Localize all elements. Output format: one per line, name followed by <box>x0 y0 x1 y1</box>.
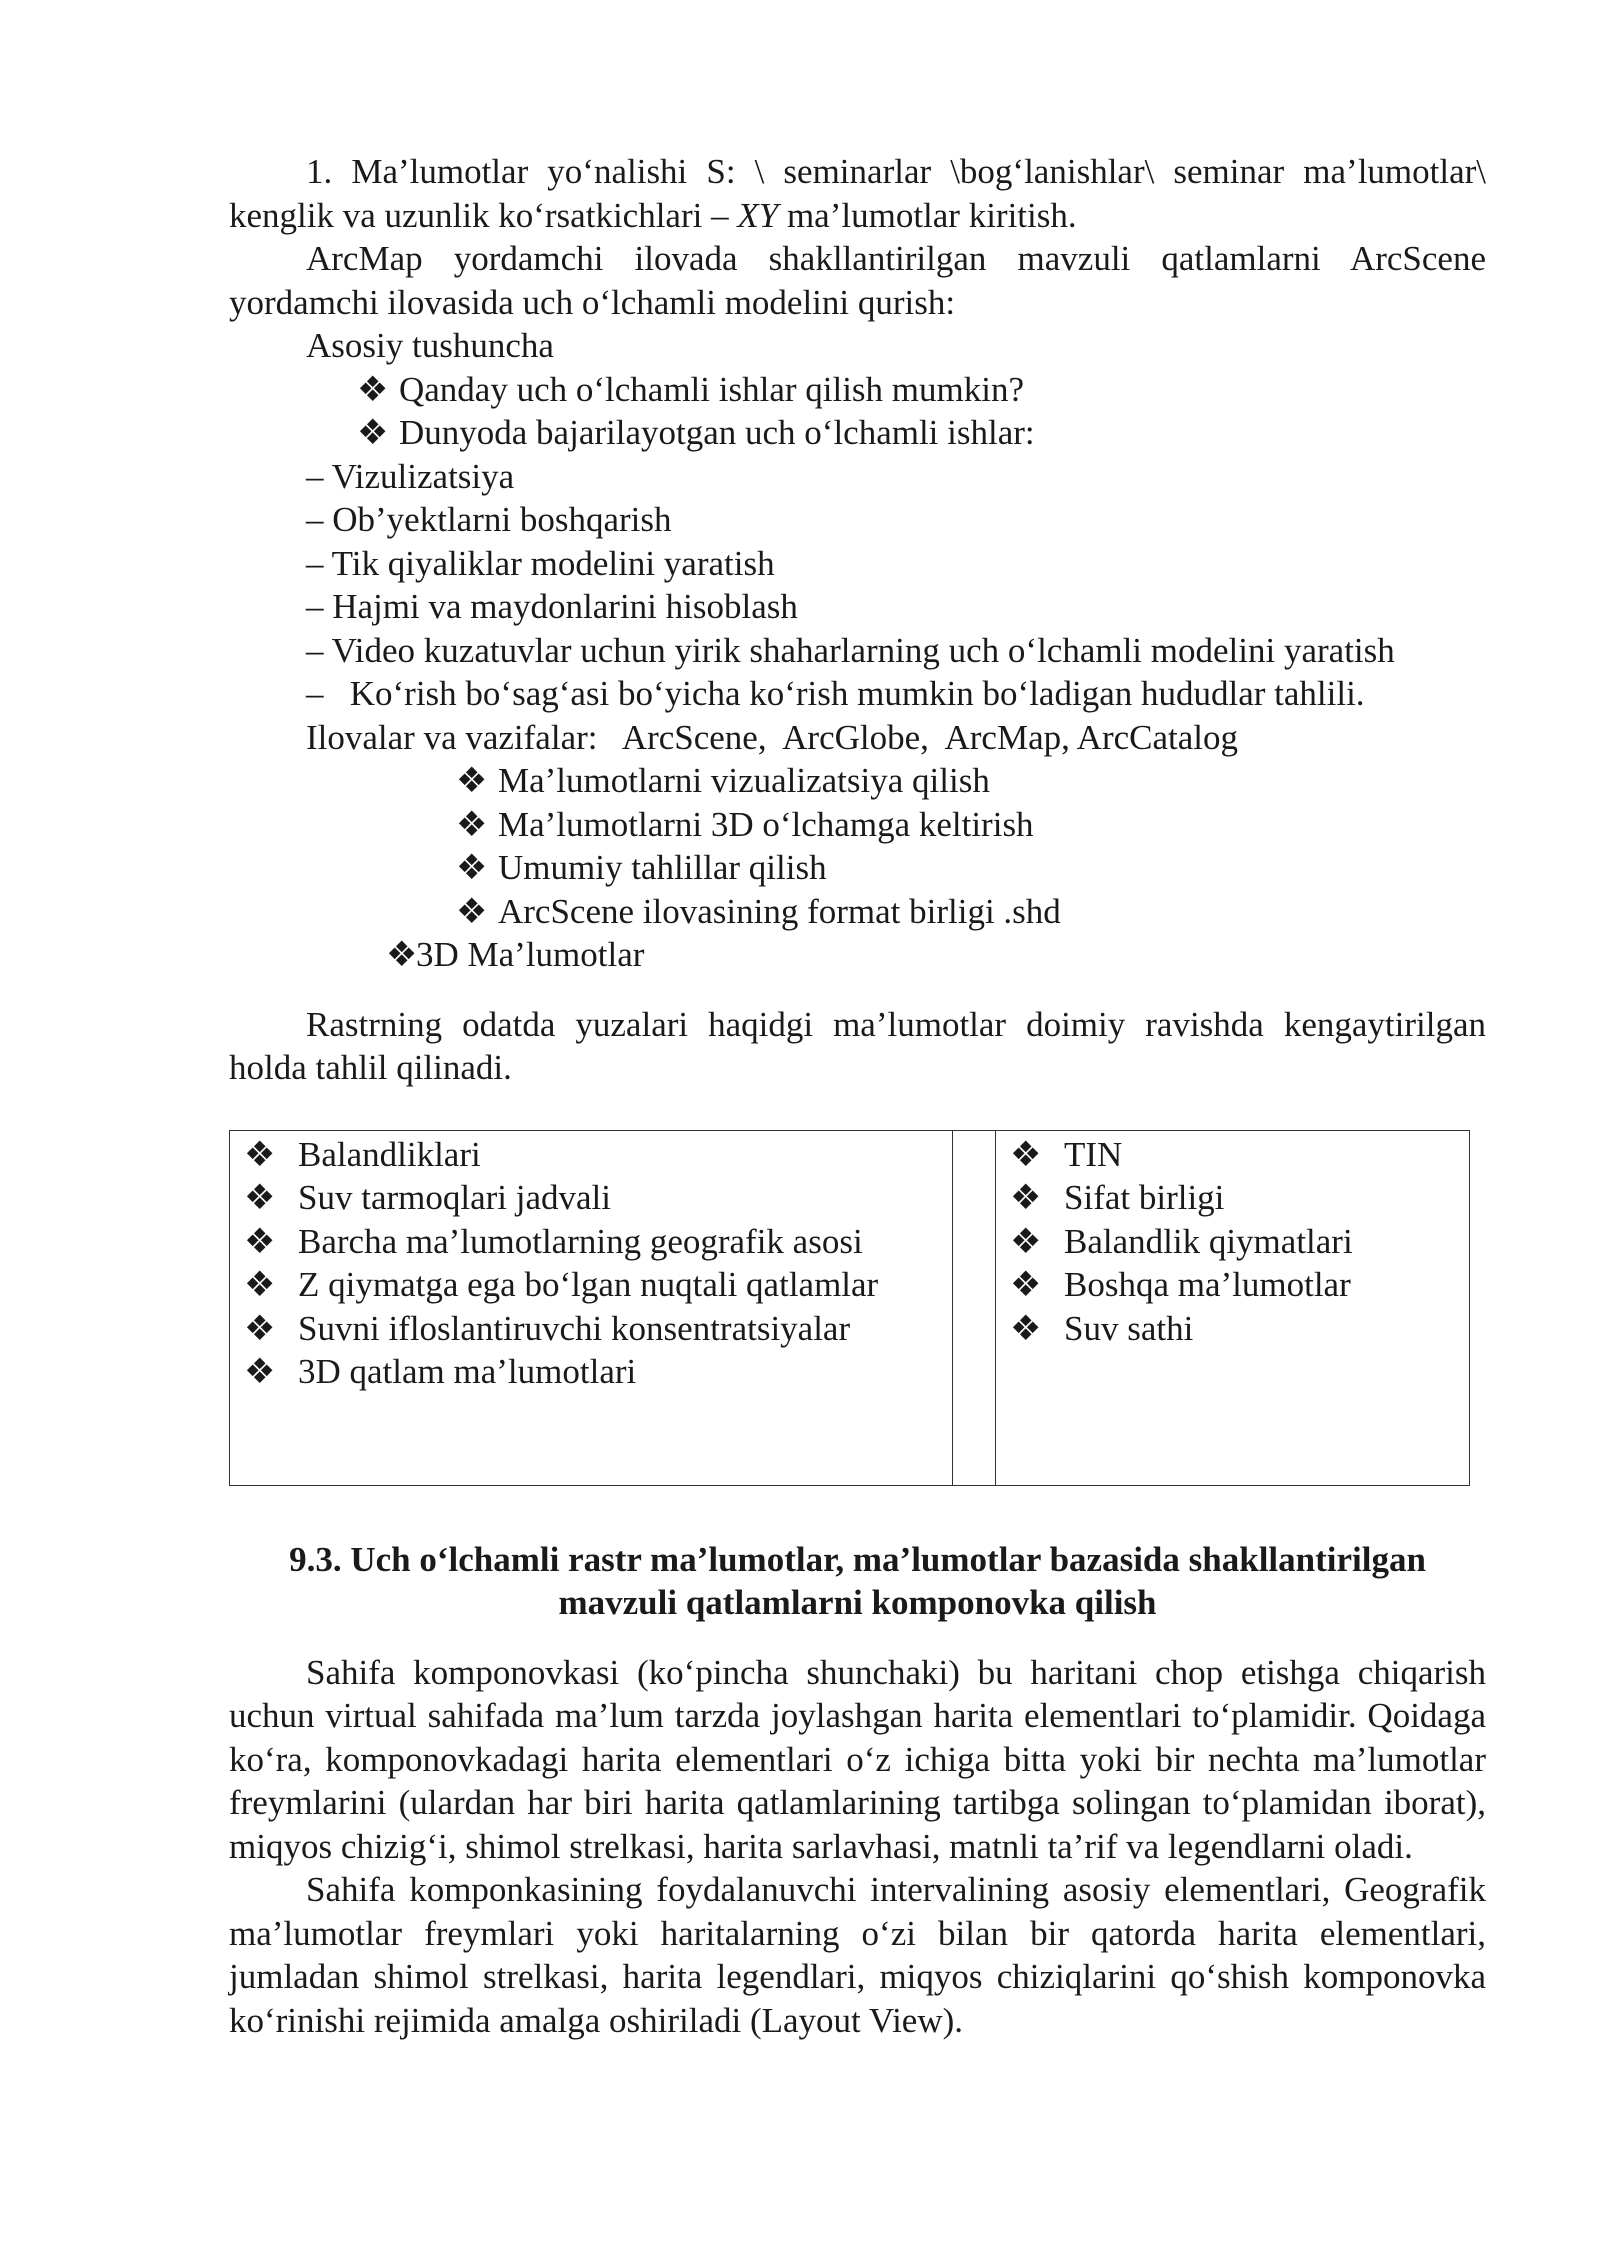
list-item-text: Suv sathi <box>1064 1308 1194 1348</box>
dash-item: – Video kuzatuvlar uchun yirik shaharlarning uch o‘lchamli modelini yaratish <box>306 630 1395 670</box>
dash-item: – Ko‘rish bo‘sag‘asi bo‘yicha ko‘rish mumkin bo‘ladigan hududlar tahlili. <box>306 674 1365 713</box>
diamond-bullet-icon: ❖ <box>456 848 488 887</box>
diamond-bullet-icon: ❖ <box>1010 1178 1042 1217</box>
diamond-bullet-icon: ❖ <box>456 761 488 800</box>
diamond-bullet-icon: ❖ <box>357 413 389 452</box>
task-item <box>229 759 1486 803</box>
list-item <box>1010 1263 1469 1307</box>
list-item <box>1010 1176 1469 1220</box>
table-middle-cell <box>953 1130 996 1485</box>
list-item-text: Balandlik qiymatlari <box>1064 1221 1353 1261</box>
task-text: Ma’lumotlarni 3D o‘lchamga keltirish <box>498 804 1034 844</box>
apps-line: Ilovalar va vazifalar: ArcScene, ArcGlobe, ArcMap, ArcCatalog <box>306 717 1238 757</box>
xy-term: XY <box>737 195 779 235</box>
diamond-bullet-icon: ❖ <box>1010 1308 1042 1348</box>
list-item <box>244 1263 952 1307</box>
list-item-text: 3D qatlam ma’lumotlari <box>298 1352 637 1391</box>
list-item-text: Sifat birligi <box>1064 1178 1225 1217</box>
table-row <box>230 1130 1470 1485</box>
dash-item: – Tik qiyaliklar modelini yaratish <box>306 543 775 583</box>
spacer <box>229 977 1486 1003</box>
section-paragraph-1: Sahifa komponovkasi (ko‘pincha shunchaki) bu haritani chop etishga chiqarish uchun virtual sahifada ma’lum tarzda joylashgan harita elementlari to‘plamidir. Qoidaga ko‘ra, komponovkadagi harita elementlari o‘z ichiga bitta yoki bir nechta ma’lumotlar freymlarini (ulardan har biri harita qatlamlarining tartibga solingan to‘plamidan iborat), miqyos chizig‘i, shimol strelkasi, harita sarlavhasi, matnli ta’rif va legendlarni oladi. <box>229 1652 1486 1866</box>
task-text: Umumiy tahlillar qilish <box>498 848 827 887</box>
dash-item: – Ob’yektlarni boshqarish <box>306 500 672 539</box>
task-text: ArcScene ilovasining format birligi .shd <box>498 891 1061 931</box>
diamond-bullet-icon: ❖ <box>357 369 389 409</box>
diamond-bullet-icon: ❖ <box>456 804 488 844</box>
section-title-line-1: 9.3. Uch o‘lchamli rastr ma’lumotlar, ma’lumotlar bazasida shakllantirilgan <box>289 1539 1426 1579</box>
list-item-text: Boshqa ma’lumotlar <box>1064 1265 1351 1304</box>
page-content <box>229 150 1486 2042</box>
list-item-text: Suv tarmoqlari jadvali <box>298 1178 611 1217</box>
intro-paragraph-1 <box>229 150 1486 237</box>
raster-paragraph: Rastrning odatda yuzalari haqidgi ma’lumotlar doimiy ravishda kengaytirilgan holda tahlil qilinadi. <box>229 1004 1486 1087</box>
section-title <box>229 1538 1486 1625</box>
task-item <box>229 890 1486 934</box>
list-item-text: TIN <box>1064 1134 1123 1174</box>
diamond-bullet-icon: ❖ <box>244 1134 276 1174</box>
diamond-bullet-icon: ❖ <box>244 1352 276 1391</box>
diamond-bullet-icon: ❖ <box>244 1221 276 1261</box>
task-text: Ma’lumotlarni vizualizatsiya qilish <box>498 761 990 800</box>
diamond-bullet-icon: ❖ <box>1010 1134 1042 1174</box>
diamond-bullet-icon: ❖ <box>244 1308 276 1348</box>
list-item-text: Balandliklari <box>298 1134 481 1174</box>
list-item <box>244 1307 952 1351</box>
diamond-bullet-icon: ❖ <box>244 1178 276 1217</box>
diamond-bullet-icon: ❖ <box>1010 1265 1042 1304</box>
intro-paragraph-1-end: ma’lumotlar kiritish. <box>778 195 1077 235</box>
data3d-text: 3D Ma’lumotlar <box>416 935 645 974</box>
diamond-bullet-icon: ❖ <box>1010 1221 1042 1261</box>
diamond-bullet-icon: ❖ <box>244 1265 276 1304</box>
list-item-text: Z qiymatga ega bo‘lgan nuqtali qatlamlar <box>298 1265 879 1304</box>
intro-paragraph-2: ArcMap yordamchi ilovada shakllantirilgan mavzuli qatlamlarni ArcScene yordamchi ilovasida uch o‘lchamli modelini qurish: <box>229 239 1486 322</box>
question-text: Qanday uch o‘lchamli ishlar qilish mumkin? <box>399 369 1025 409</box>
diamond-bullet-icon: ❖ <box>456 891 488 931</box>
diamond-bullet-icon: ❖ <box>386 935 418 974</box>
section-title-line-2: mavzuli qatlamlarni komponovka qilish <box>558 1583 1157 1622</box>
table-right-cell <box>996 1130 1470 1485</box>
task-item <box>229 803 1486 847</box>
dash-item: – Vizulizatsiya <box>306 456 515 496</box>
data3d-item <box>229 933 1486 977</box>
intro-paragraph-1-start: 1. Ma’lumotlar yo‘nalishi S: \ seminarlar \bog‘lanishlar\ seminar ma’lumotlar\ kenglik va uzunlik ko‘rsatkichlari – <box>229 152 1486 235</box>
list-item <box>244 1220 952 1264</box>
list-item <box>1010 1133 1469 1177</box>
question-item <box>229 411 1486 455</box>
section-paragraph-2: Sahifa komponkasining foydalanuvchi intervalining asosiy elementlari, Geografik ma’lumotlar freymlari yoki haritalarning o‘zi bilan bir qatorda harita elementlari, jumladan shimol strelkasi, harita legendlari, miqyos chiziqlarini qo‘shish komponovka ko‘rinishi rejimida amalga oshiriladi (Layout View). <box>229 1870 1486 2040</box>
list-item-text: Barcha ma’lumotlarning geografik asosi <box>298 1221 863 1261</box>
list-item <box>1010 1220 1469 1264</box>
question-text: Dunyoda bajarilayotgan uch o‘lchamli ishlar: <box>399 413 1035 452</box>
question-item <box>229 368 1486 412</box>
list-item <box>244 1133 952 1177</box>
task-item <box>229 846 1486 890</box>
list-item <box>244 1176 952 1220</box>
table-left-cell <box>230 1130 953 1485</box>
list-item <box>244 1350 952 1394</box>
list-item-text: Suvni ifloslantiruvchi konsentratsiyalar <box>298 1308 851 1348</box>
dash-item: – Hajmi va maydonlarini hisoblash <box>306 587 798 626</box>
key-concept-heading: Asosiy tushuncha <box>306 326 554 365</box>
list-item <box>1010 1307 1469 1351</box>
data-types-table <box>229 1130 1470 1486</box>
